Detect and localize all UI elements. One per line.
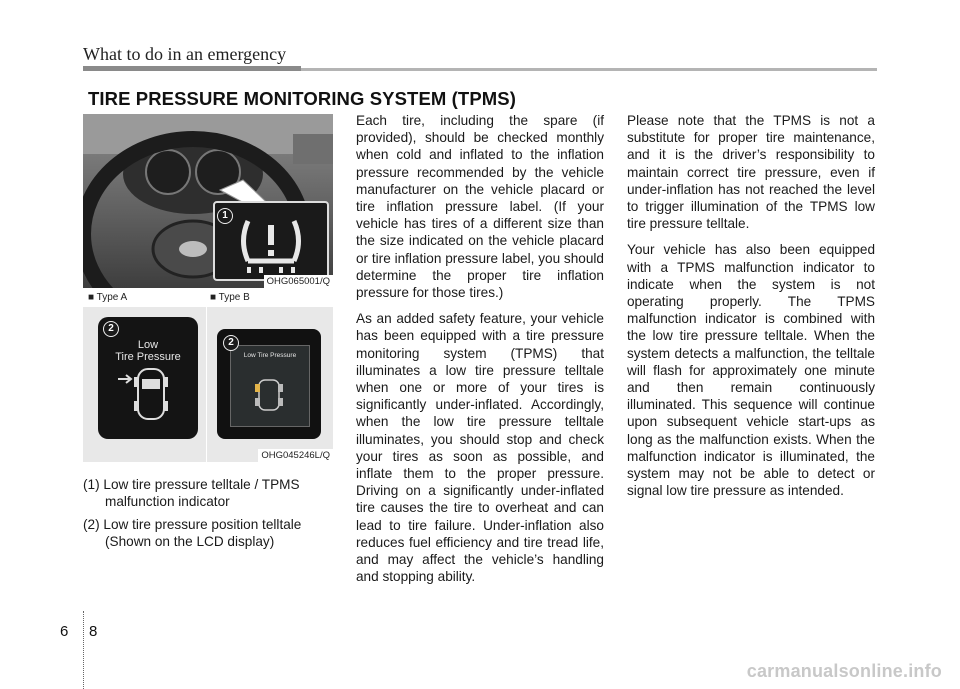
type-b-label: ■ Type B [210,292,250,303]
chapter-number: 6 [60,623,69,640]
header-rule-light [301,68,877,71]
header-rule-dark [83,66,301,71]
figure-legend [83,476,338,556]
type-a-screen-line2: Tire Pressure [115,351,181,363]
legend-item: (2) Low tire pressure position telltale (Shown on the LCD display) [83,517,302,549]
paragraph: Your vehicle has also been equipped with a TPMS malfunction indicator to indicate when the system is not operating properly. The TPMS malfunction indicator is combined with the low tire pressure telltale. When the system detects a malfunction, the telltale will flash for approximately one minute and then remain continuously illuminated. This sequence will continue upon subsequent vehicle start-ups as long as the malfunction exists. When the malfunction indicator is illuminated, the system may not be able to detect or signal low tire pressure as intended. [627,242,875,499]
type-a-label: ■ Type A [88,292,128,303]
lcd-display-figure [83,307,333,462]
figure2-caption: OHG045246L/Q [258,449,333,462]
type-b-car-icon [231,346,309,426]
paragraph: As an added safety feature, your vehicle has been equipped with a tire pressure monitoring system (TPMS) that illuminates a low tire pressure telltale when one or more of your tires is significantly under-inflated. Accordingly, when the low tire pressure telltale illuminates, you should stop and check your tires as soon as possible, and inflate them to the proper pressure. Driving on a significantly under-inflated tire causes the tire to overheat and can lead to tire failure. Under-inflation also reduces fuel efficiency and tire tread life, and may affect the vehicle’s handling and stopping ability. [356,311,604,585]
body-column-3 [627,112,875,508]
page-number: 8 [89,623,98,640]
watermark: carmanualsonline.info [746,661,942,681]
paragraph: Each tire, including the spare (if provided), should be checked monthly when cold and inflated to the inflation pressure recommended by the vehicle manufacturer on the vehicle placard or tire inflation pressure label. (If your vehicle has tires of a different size than the size indicated on the vehicle placard or tire inflation pressure label, you should determine the proper tire inflation pressure for those tires.) [356,113,604,301]
type-b-screen-text: Low Tire Pressure [243,352,297,359]
footer-divider [83,611,85,689]
body-column-2 [356,112,604,594]
paragraph: Please note that the TPMS is not a substitute for proper tire maintenance, and it is the driver’s responsibility to maintain correct tire pressure, even if under-inflation has not reached the level to trigger illumination of the TPMS low tire pressure telltale. [627,113,875,232]
legend-item: (1) Low tire pressure telltale / TPMS malfunction indicator [83,477,300,509]
section-header: What to do in an emergency [83,44,287,64]
figure-divider [206,307,207,462]
figure1-caption: OHG065001/Q [264,275,333,288]
callout-number-1: 1 [217,208,233,224]
page-title: TIRE PRESSURE MONITORING SYSTEM (TPMS) [88,88,516,109]
type-a-screen-line1: Low [137,339,159,351]
callout-number-2a: 2 [103,321,119,337]
dashboard-photo [83,114,333,288]
callout-number-2b: 2 [223,335,239,351]
